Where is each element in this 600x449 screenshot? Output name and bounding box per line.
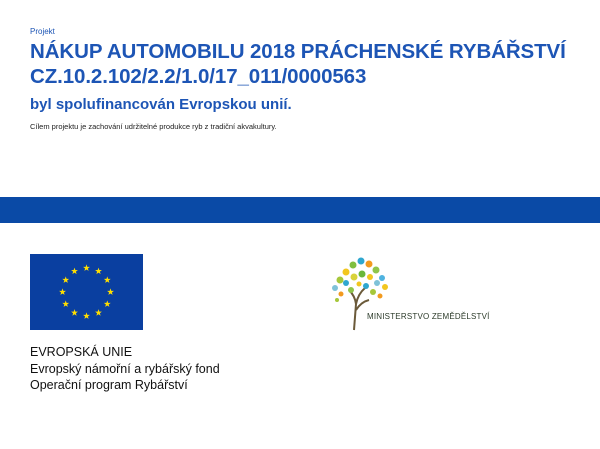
eu-star-icon <box>59 288 66 295</box>
ministry-name: MINISTERSTVO ZEMĚDĚLSTVÍ <box>367 312 490 321</box>
eu-text-block <box>30 344 220 394</box>
eu-program-name: Operační program Rybářství <box>30 378 188 392</box>
blue-band-divider <box>0 197 600 223</box>
eu-star-icon <box>107 288 114 295</box>
eu-fund-name: Evropský námořní a rybářský fond <box>30 361 220 376</box>
ministry-logo <box>327 252 527 332</box>
eu-name: EVROPSKÁ UNIE <box>30 345 133 359</box>
eu-star-icon <box>95 268 102 275</box>
eu-star-icon <box>71 309 78 316</box>
eu-star-icon <box>104 300 111 307</box>
eu-star-icon <box>62 276 69 283</box>
eu-star-icon <box>104 276 111 283</box>
project-title: NÁKUP AUTOMOBILU 2018 PRÁCHENSKÉ RYBÁŘSTVÍ CZ.10.2.102/2.2/1.0/17_011/0000563 <box>30 40 566 88</box>
eu-star-icon <box>71 268 78 275</box>
project-label: Projekt <box>30 27 55 36</box>
project-subtitle: byl spolufinancován Evropskou unií. <box>30 96 292 113</box>
eu-star-icon <box>95 309 102 316</box>
eu-star-icon <box>62 300 69 307</box>
eu-star-icon <box>83 264 90 271</box>
project-goal: Cílem projektu je zachování udržitelné produkce ryb z tradiční akvakultury. <box>30 122 277 131</box>
eu-star-icon <box>83 312 90 319</box>
eu-flag-icon <box>30 254 143 330</box>
